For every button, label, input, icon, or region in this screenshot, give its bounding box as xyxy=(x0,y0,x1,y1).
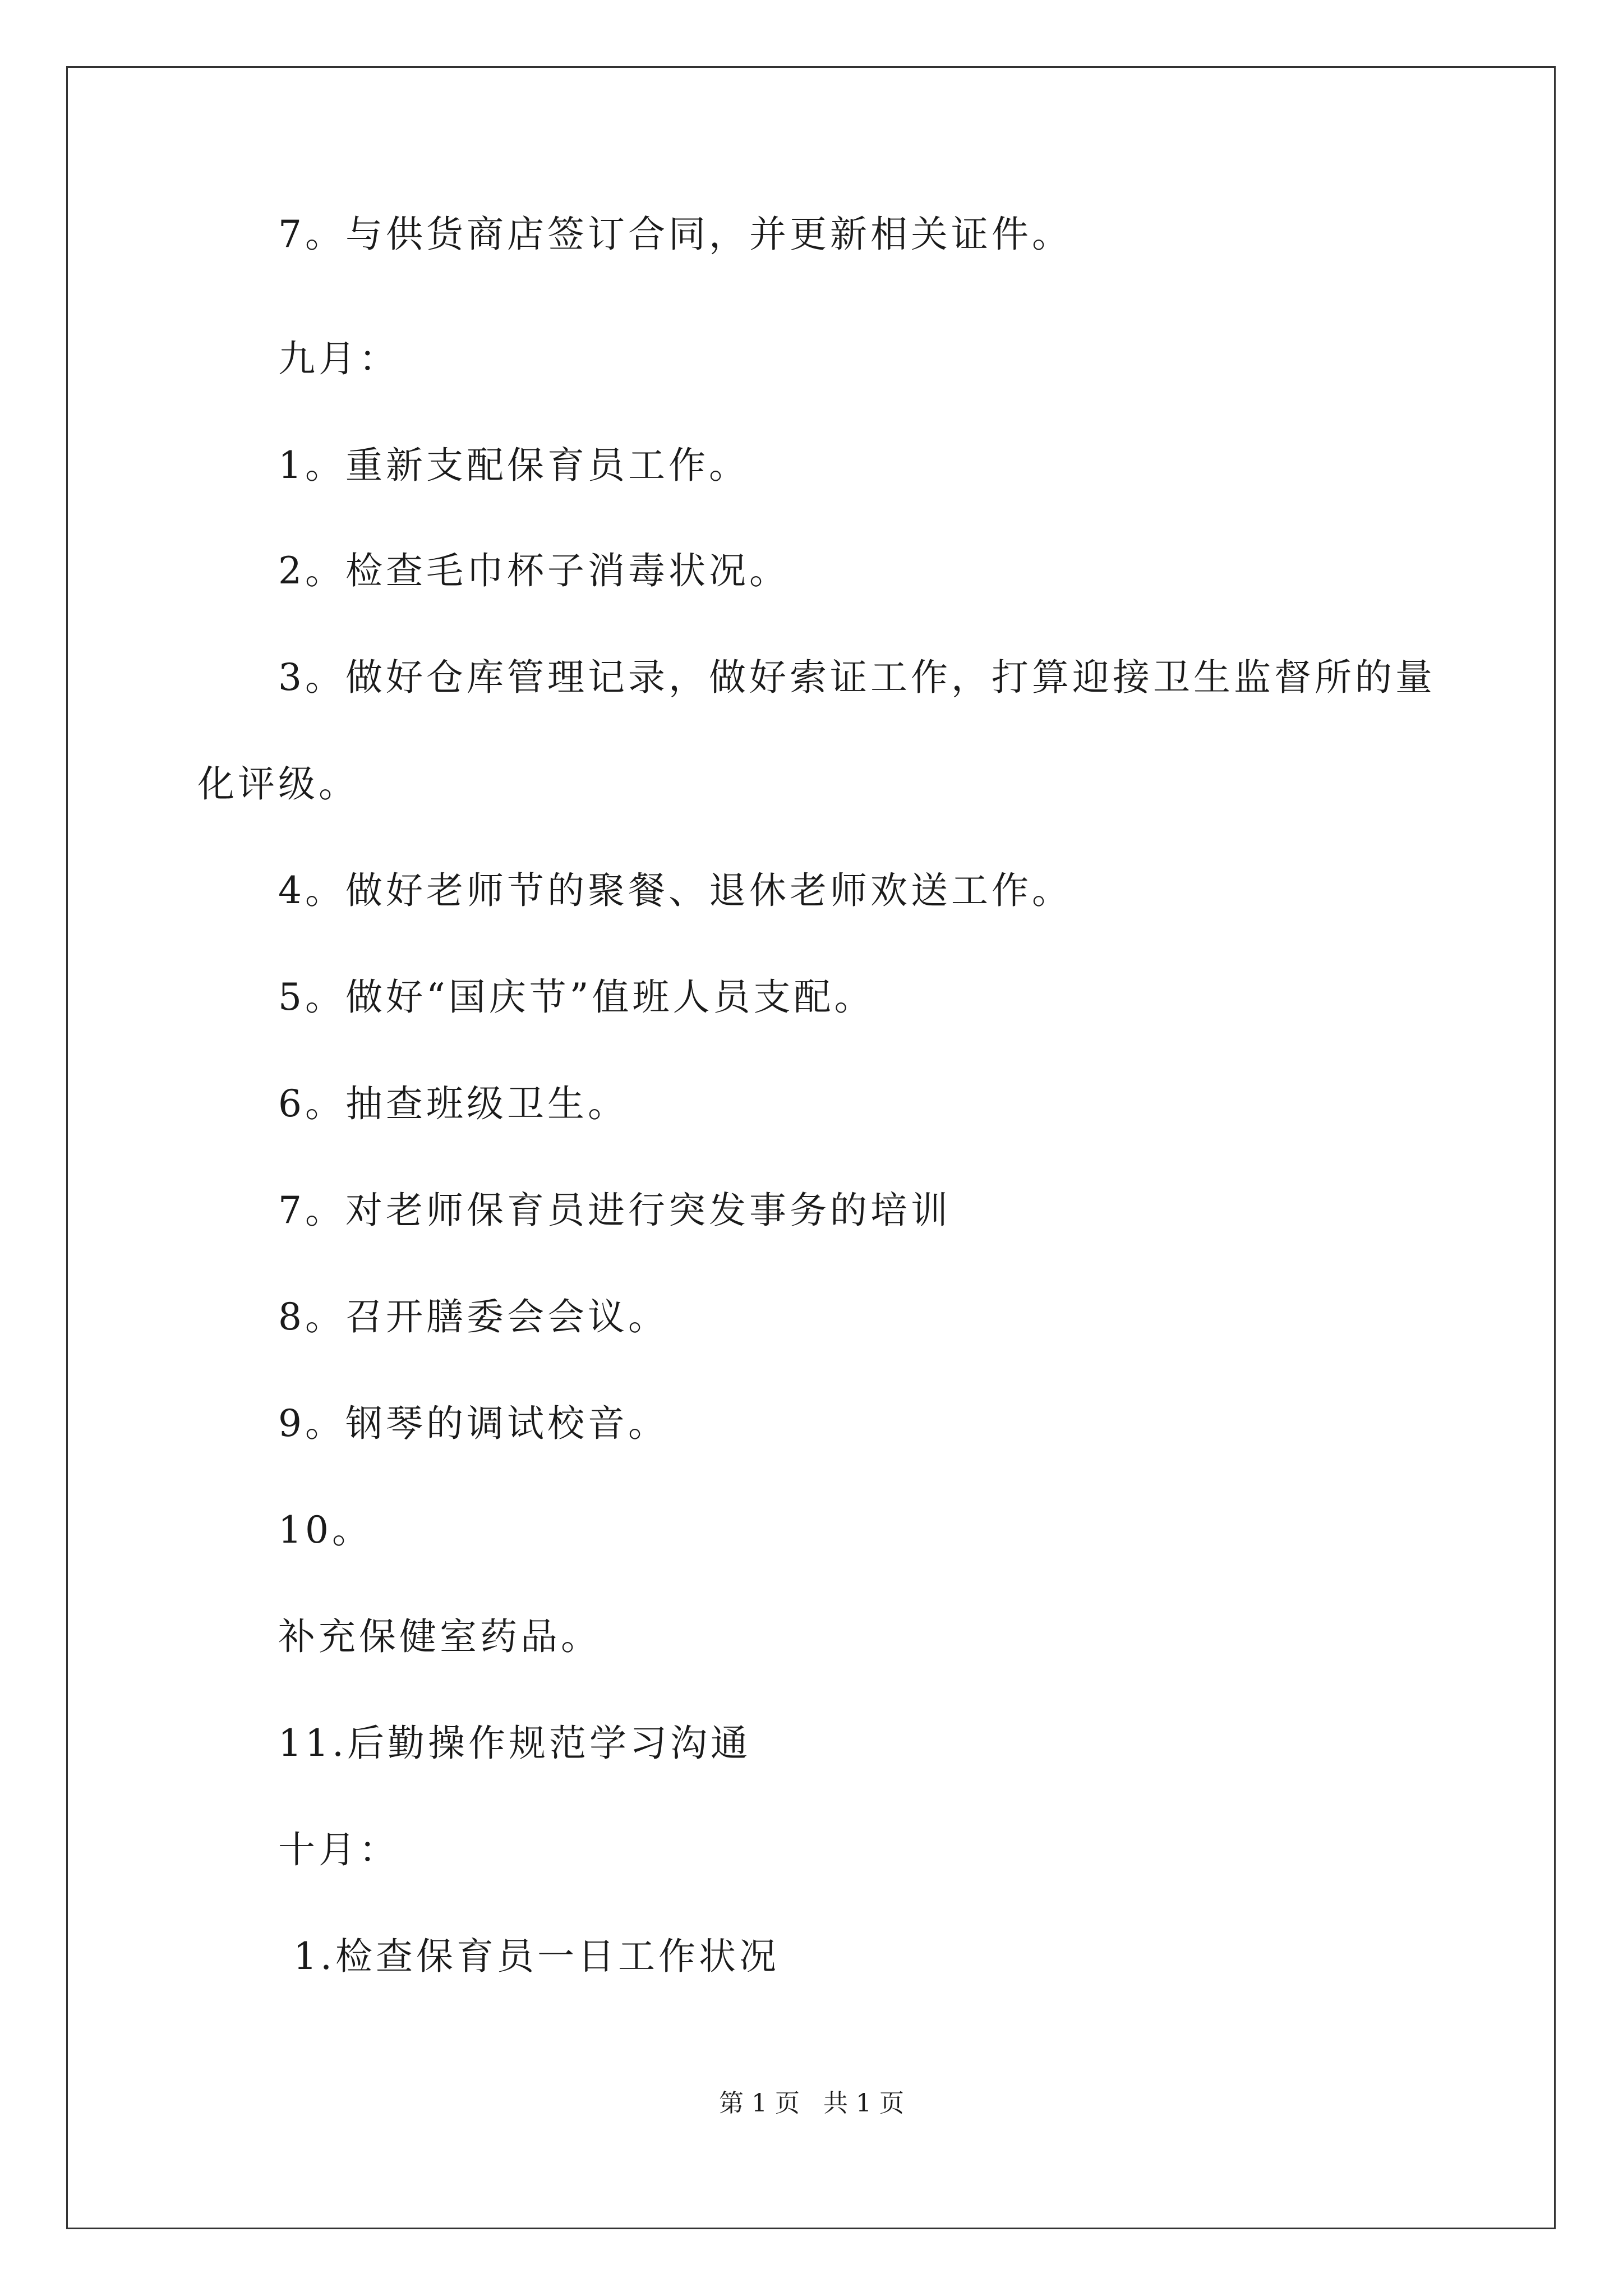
text-line: 化评级。 xyxy=(197,762,359,806)
text-line: 2。检查毛巾杯子消毒状况。 xyxy=(278,549,790,592)
text-line: 4。做好老师节的聚餐、退休老师欢送工作。 xyxy=(278,869,1072,912)
text-line: 5。做好“国庆节”值班人员支配。 xyxy=(278,976,875,1019)
text-line: 8。召开膳委会会议。 xyxy=(278,1295,668,1338)
text-line: 9。钢琴的调试校音。 xyxy=(278,1402,668,1445)
text-line: 九月： xyxy=(278,337,399,380)
text-line: 11.后勤操作规范学习沟通 xyxy=(278,1722,751,1765)
text-line: 1.检查保育员一日工作状况 xyxy=(278,1935,780,1978)
page-number-footer: 第 1 页 共 1 页 xyxy=(719,2089,904,2118)
text-line: 10。 xyxy=(278,1508,372,1552)
text-line: 3。做好仓库管理记录，做好索证工作，打算迎接卫生监督所的量 xyxy=(278,656,1436,699)
text-line: 十月： xyxy=(278,1828,399,1871)
text-line: 补充保健室药品。 xyxy=(278,1615,601,1658)
text-line: 1。重新支配保育员工作。 xyxy=(278,444,749,487)
text-line: 7。对老师保育员进行突发事务的培训 xyxy=(278,1189,951,1232)
text-line: 6。抽查班级卫生。 xyxy=(278,1082,628,1125)
text-line: 7。与供货商店签订合同，并更新相关证件。 xyxy=(278,213,1072,256)
